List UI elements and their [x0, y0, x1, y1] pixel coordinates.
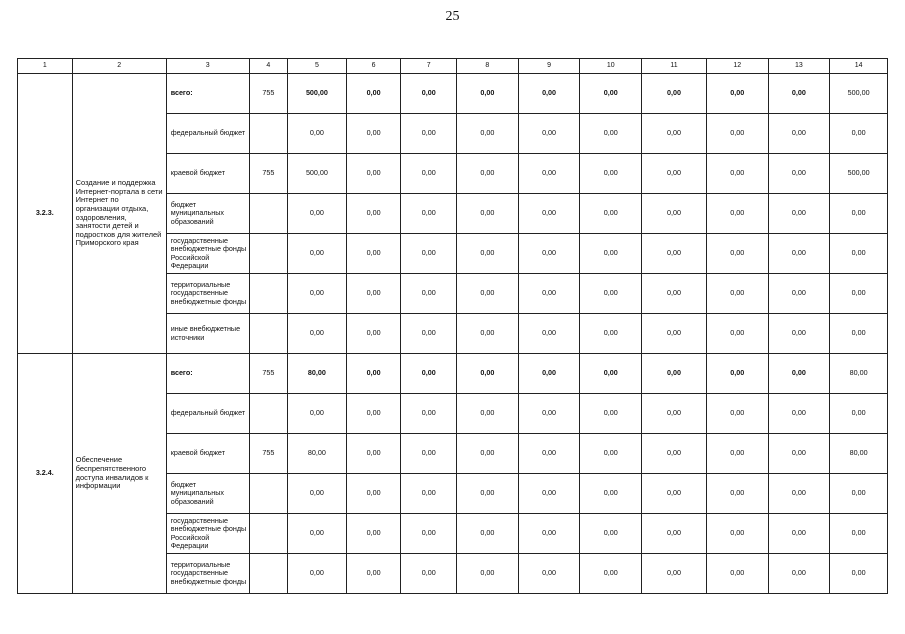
- amount-cell: 0,00: [768, 354, 830, 394]
- amount-cell: 0,00: [580, 554, 642, 594]
- amount-cell: 0,00: [580, 234, 642, 274]
- amount-cell: 0,00: [830, 474, 888, 514]
- amount-cell: 500,00: [830, 74, 888, 114]
- amount-cell: 80,00: [830, 434, 888, 474]
- amount-cell: 0,00: [642, 194, 707, 234]
- amount-cell: 0,00: [346, 554, 401, 594]
- amount-cell: 0,00: [642, 234, 707, 274]
- amount-cell: 0,00: [457, 514, 519, 554]
- amount-cell: 0,00: [518, 514, 580, 554]
- amount-cell: 0,00: [706, 354, 768, 394]
- amount-cell: 0,00: [830, 554, 888, 594]
- amount-cell: 0,00: [457, 74, 519, 114]
- budget-code: [249, 474, 287, 514]
- amount-cell: 0,00: [642, 474, 707, 514]
- amount-cell: 0,00: [706, 74, 768, 114]
- amount-cell: 0,00: [642, 514, 707, 554]
- amount-cell: 0,00: [580, 194, 642, 234]
- amount-cell: 0,00: [642, 74, 707, 114]
- budget-code: [249, 274, 287, 314]
- amount-cell: 0,00: [401, 154, 457, 194]
- budget-code: 755: [249, 434, 287, 474]
- item-code: 3.2.3.: [18, 74, 73, 354]
- amount-cell: 0,00: [457, 114, 519, 154]
- amount-cell: 0,00: [642, 274, 707, 314]
- amount-cell: 0,00: [518, 194, 580, 234]
- amount-cell: 0,00: [768, 154, 830, 194]
- amount-cell: 0,00: [706, 474, 768, 514]
- table-row: [18, 354, 888, 394]
- item-name: Обеспечение беспрепятственного доступа инвалидов к информации: [72, 354, 166, 594]
- amount-cell: 0,00: [518, 234, 580, 274]
- column-header: 3: [166, 59, 249, 74]
- funding-source: краевой бюджет: [166, 434, 249, 474]
- budget-code: [249, 194, 287, 234]
- amount-cell: 0,00: [346, 514, 401, 554]
- amount-cell: 0,00: [288, 474, 347, 514]
- amount-cell: 0,00: [580, 474, 642, 514]
- column-header: 10: [580, 59, 642, 74]
- amount-cell: 0,00: [580, 394, 642, 434]
- amount-cell: 0,00: [346, 474, 401, 514]
- amount-cell: 0,00: [401, 194, 457, 234]
- amount-cell: 0,00: [401, 514, 457, 554]
- amount-cell: 0,00: [346, 154, 401, 194]
- amount-cell: 0,00: [580, 154, 642, 194]
- amount-cell: 0,00: [346, 74, 401, 114]
- amount-cell: 0,00: [518, 74, 580, 114]
- budget-table: [17, 58, 888, 594]
- amount-cell: 0,00: [580, 74, 642, 114]
- amount-cell: 0,00: [642, 394, 707, 434]
- amount-cell: 0,00: [457, 554, 519, 594]
- amount-cell: 0,00: [518, 474, 580, 514]
- amount-cell: 0,00: [518, 114, 580, 154]
- amount-cell: 0,00: [642, 354, 707, 394]
- amount-cell: 0,00: [642, 154, 707, 194]
- column-header: 1: [18, 59, 73, 74]
- funding-source: государственные внебюджетные фонды Российской Федерации: [166, 514, 249, 554]
- amount-cell: 0,00: [580, 434, 642, 474]
- amount-cell: 0,00: [768, 434, 830, 474]
- amount-cell: 0,00: [401, 394, 457, 434]
- amount-cell: 0,00: [706, 314, 768, 354]
- amount-cell: 0,00: [830, 234, 888, 274]
- budget-code: [249, 514, 287, 554]
- amount-cell: 0,00: [706, 114, 768, 154]
- amount-cell: 80,00: [288, 434, 347, 474]
- amount-cell: 0,00: [830, 274, 888, 314]
- amount-cell: 0,00: [768, 314, 830, 354]
- amount-cell: 0,00: [457, 394, 519, 434]
- amount-cell: 0,00: [642, 114, 707, 154]
- amount-cell: 0,00: [346, 394, 401, 434]
- amount-cell: 0,00: [706, 434, 768, 474]
- amount-cell: 0,00: [457, 434, 519, 474]
- budget-code: [249, 314, 287, 354]
- amount-cell: 0,00: [288, 194, 347, 234]
- amount-cell: 0,00: [401, 434, 457, 474]
- amount-cell: 0,00: [642, 314, 707, 354]
- amount-cell: 0,00: [706, 234, 768, 274]
- amount-cell: 0,00: [518, 314, 580, 354]
- item-name: Создание и поддержка Интернет-портала в сети Интернет по организации отдыха, оздоровления, занятости детей и подростков для жителей Приморского края: [72, 74, 166, 354]
- column-header: 11: [642, 59, 707, 74]
- budget-code: [249, 234, 287, 274]
- amount-cell: 0,00: [580, 314, 642, 354]
- amount-cell: 0,00: [768, 514, 830, 554]
- amount-cell: 500,00: [288, 74, 347, 114]
- amount-cell: 0,00: [346, 314, 401, 354]
- amount-cell: 500,00: [830, 154, 888, 194]
- amount-cell: 0,00: [580, 114, 642, 154]
- amount-cell: 0,00: [288, 274, 347, 314]
- amount-cell: 0,00: [768, 554, 830, 594]
- amount-cell: 0,00: [768, 74, 830, 114]
- amount-cell: 0,00: [706, 554, 768, 594]
- amount-cell: 0,00: [830, 114, 888, 154]
- amount-cell: 0,00: [830, 194, 888, 234]
- budget-code: 755: [249, 154, 287, 194]
- amount-cell: 0,00: [401, 74, 457, 114]
- amount-cell: 0,00: [580, 354, 642, 394]
- amount-cell: 0,00: [401, 354, 457, 394]
- amount-cell: 0,00: [518, 394, 580, 434]
- column-header: 9: [518, 59, 580, 74]
- amount-cell: 0,00: [642, 434, 707, 474]
- amount-cell: 0,00: [830, 394, 888, 434]
- amount-cell: 0,00: [768, 474, 830, 514]
- funding-source: всего:: [166, 354, 249, 394]
- column-header: 5: [288, 59, 347, 74]
- amount-cell: 0,00: [518, 354, 580, 394]
- amount-cell: 0,00: [768, 194, 830, 234]
- amount-cell: 0,00: [518, 434, 580, 474]
- funding-source: федеральный бюджет: [166, 394, 249, 434]
- budget-code: [249, 394, 287, 434]
- amount-cell: 0,00: [457, 354, 519, 394]
- column-header: 4: [249, 59, 287, 74]
- amount-cell: 0,00: [706, 394, 768, 434]
- column-header: 8: [457, 59, 519, 74]
- amount-cell: 80,00: [830, 354, 888, 394]
- funding-source: территориальные государственные внебюджетные фонды: [166, 274, 249, 314]
- amount-cell: 0,00: [642, 554, 707, 594]
- table-row: [18, 74, 888, 114]
- amount-cell: 0,00: [706, 154, 768, 194]
- funding-source: территориальные государственные внебюджетные фонды: [166, 554, 249, 594]
- item-code: 3.2.4.: [18, 354, 73, 594]
- amount-cell: 0,00: [768, 234, 830, 274]
- amount-cell: 500,00: [288, 154, 347, 194]
- amount-cell: 0,00: [706, 274, 768, 314]
- funding-source: всего:: [166, 74, 249, 114]
- budget-code: [249, 114, 287, 154]
- page-number: 25: [445, 9, 460, 24]
- column-number-row: [18, 59, 888, 74]
- amount-cell: 0,00: [580, 274, 642, 314]
- amount-cell: 0,00: [768, 274, 830, 314]
- column-header: 2: [72, 59, 166, 74]
- amount-cell: 0,00: [457, 194, 519, 234]
- amount-cell: 0,00: [346, 114, 401, 154]
- amount-cell: 80,00: [288, 354, 347, 394]
- amount-cell: 0,00: [518, 154, 580, 194]
- funding-source: иные внебюджетные источники: [166, 314, 249, 354]
- amount-cell: 0,00: [346, 234, 401, 274]
- amount-cell: 0,00: [346, 274, 401, 314]
- amount-cell: 0,00: [288, 314, 347, 354]
- funding-source: бюджет муниципальных образований: [166, 194, 249, 234]
- column-header: 7: [401, 59, 457, 74]
- amount-cell: 0,00: [580, 514, 642, 554]
- amount-cell: 0,00: [288, 234, 347, 274]
- amount-cell: 0,00: [288, 394, 347, 434]
- amount-cell: 0,00: [457, 154, 519, 194]
- amount-cell: 0,00: [401, 474, 457, 514]
- budget-code: [249, 554, 287, 594]
- amount-cell: 0,00: [457, 274, 519, 314]
- column-header: 6: [346, 59, 401, 74]
- column-header: 12: [706, 59, 768, 74]
- amount-cell: 0,00: [346, 434, 401, 474]
- amount-cell: 0,00: [768, 394, 830, 434]
- amount-cell: 0,00: [518, 554, 580, 594]
- amount-cell: 0,00: [830, 514, 888, 554]
- amount-cell: 0,00: [288, 114, 347, 154]
- amount-cell: 0,00: [401, 314, 457, 354]
- funding-source: бюджет муниципальных образований: [166, 474, 249, 514]
- amount-cell: 0,00: [346, 194, 401, 234]
- amount-cell: 0,00: [346, 354, 401, 394]
- amount-cell: 0,00: [401, 554, 457, 594]
- funding-source: федеральный бюджет: [166, 114, 249, 154]
- amount-cell: 0,00: [288, 514, 347, 554]
- amount-cell: 0,00: [288, 554, 347, 594]
- column-header: 14: [830, 59, 888, 74]
- column-header: 13: [768, 59, 830, 74]
- amount-cell: 0,00: [457, 234, 519, 274]
- funding-source: краевой бюджет: [166, 154, 249, 194]
- amount-cell: 0,00: [401, 114, 457, 154]
- amount-cell: 0,00: [706, 194, 768, 234]
- amount-cell: 0,00: [706, 514, 768, 554]
- amount-cell: 0,00: [830, 314, 888, 354]
- amount-cell: 0,00: [401, 274, 457, 314]
- amount-cell: 0,00: [401, 234, 457, 274]
- budget-code: 755: [249, 354, 287, 394]
- amount-cell: 0,00: [457, 474, 519, 514]
- amount-cell: 0,00: [518, 274, 580, 314]
- amount-cell: 0,00: [768, 114, 830, 154]
- table-body: [18, 74, 888, 594]
- funding-source: государственные внебюджетные фонды Российской Федерации: [166, 234, 249, 274]
- amount-cell: 0,00: [457, 314, 519, 354]
- budget-code: 755: [249, 74, 287, 114]
